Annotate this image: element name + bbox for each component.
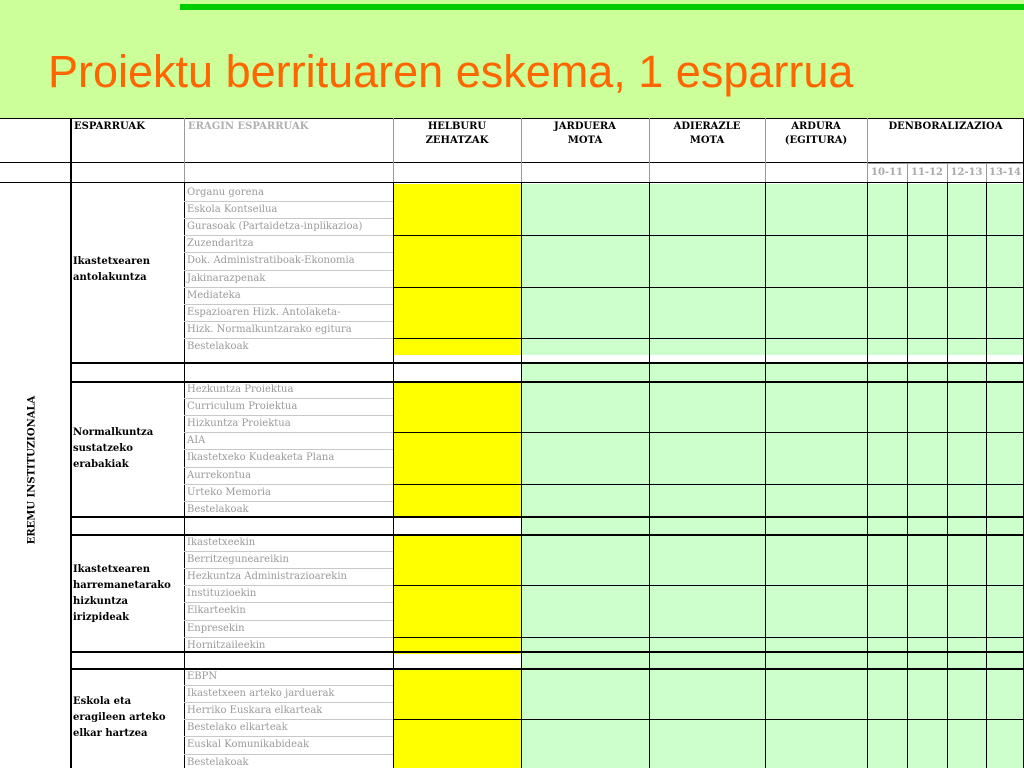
eragin-item: Espazioaren Hizk. Antolaketa- (187, 306, 341, 318)
grid-line-h (393, 432, 1024, 433)
plan-cells-g1 (521, 381, 1024, 518)
eragin-item: Ikastetxeen arteko jarduerak (187, 688, 335, 700)
header-helburu-zehatzak: HELBURU ZEHATZAK (425, 121, 489, 146)
eragin-item: Elkarteekin (187, 605, 246, 617)
eragin-item: Organu gorena (187, 187, 264, 198)
year-column-11-12: 11-12 (911, 167, 943, 178)
eremu-institutionala-label (2, 370, 62, 570)
separator-green-1 (521, 516, 1024, 534)
grid-line-h (0, 182, 1024, 183)
year-column-10-11: 10-11 (871, 167, 903, 178)
eragin-item: Hizkuntza Proiektua (187, 418, 291, 430)
eragin-item: Instituzioekin (187, 588, 257, 600)
eragin-item: Bestelakoak (187, 340, 249, 352)
separator-green-0 (521, 362, 1024, 381)
eragin-item: Aurrekontua (187, 469, 252, 481)
esparru-label: Normalkuntza sustatzeko erabakiak (73, 427, 154, 471)
plan-cells-g3 (521, 668, 1024, 768)
grid-line-v (986, 182, 987, 768)
eragin-item: Gurasoak (Partaidetza-inplikazioa) (187, 221, 363, 233)
header-esparruak: ESPARRUAK (74, 121, 145, 132)
slide-title: Proiektu berrituaren eskema, 1 esparrua (48, 46, 854, 97)
year-column-12-13: 12-13 (950, 167, 983, 178)
eragin-item: Bestelakoak (187, 756, 249, 768)
header-eragin-esparruak: ERAGIN ESPARRUAK (188, 121, 309, 132)
eragin-item: Ikastetxeko Kudeaketa Plana (187, 452, 335, 464)
grid-line-h (393, 719, 1024, 720)
eragin-item: Dok. Administratiboak-Ekonomia (187, 255, 355, 267)
eragin-item: Hornitzaileekin (187, 639, 266, 651)
grid-line-v (393, 182, 394, 768)
header-adierazle-mota: ADIERAZLE MOTA (673, 121, 741, 146)
esparru-label: Ikastetxearen harremanetarako hizkuntza irizpideak (73, 563, 171, 623)
grid-line-v (765, 182, 766, 768)
eragin-item: Hizk. Normalkuntzarako egitura (187, 323, 352, 335)
eragin-item: Curriculum Proiektua (187, 401, 298, 413)
grid-line-h (393, 484, 1024, 485)
header-denboralizazioa: DENBORALIZAZIOA (888, 121, 1003, 132)
grid-line-h (393, 637, 1024, 638)
helburu-cell-g0 (393, 184, 521, 355)
grid-line-v (907, 182, 908, 768)
plan-cells-g0 (521, 184, 1024, 355)
eragin-item: Bestelako elkarteak (187, 722, 288, 734)
year-column-13-14: 13-14 (989, 167, 1021, 178)
eragin-item: Enpresekin (187, 622, 245, 634)
eragin-item: AIA (187, 435, 206, 447)
eragin-item: Eskola Kontseilua (187, 204, 278, 216)
eragin-item: Bestelakoak (187, 503, 249, 515)
eragin-item: Euskal Komunikabideak (187, 739, 310, 751)
eragin-item: Jakinarazpenak (187, 272, 266, 284)
eragin-item: Herriko Euskara elkarteak (187, 705, 323, 717)
grid-line-h (393, 235, 1024, 236)
eragin-item: Urteko Memoria (187, 486, 272, 498)
grid-line-v (867, 182, 868, 768)
grid-line-v (521, 182, 522, 768)
eremu-label-text: EREMU INSTITUZIONALA (26, 395, 38, 545)
grid-line-h (393, 585, 1024, 586)
eragin-item: Ikastetxeekin (187, 537, 256, 548)
header-ardura: ARDURA (EGITURA) (784, 121, 848, 146)
helburu-cell-g3 (393, 668, 521, 768)
grid-line-h (393, 287, 1024, 288)
eragin-item: Hezkuntza Administrazioarekin (187, 571, 347, 583)
separator-green-2 (521, 651, 1024, 668)
grid-line-h (393, 338, 1024, 339)
esparru-label: Ikastetxearen antolakuntza (73, 255, 151, 283)
esparru-label: Eskola eta eragileen arteko elkar hartzea (73, 696, 166, 739)
eragin-item: Mediateka (187, 289, 241, 301)
helburu-cell-g1 (393, 381, 521, 518)
grid-line-h (70, 362, 1024, 364)
header-jarduera-mota: JARDUERA MOTA (554, 121, 616, 146)
eragin-item: Hezkuntza Proiektua (187, 384, 294, 395)
eragin-item: EBPN (187, 671, 218, 682)
grid-line-v (947, 182, 948, 768)
eragin-item: Berritzeguneareikin (187, 554, 289, 566)
eragin-item: Zuzendaritza (187, 238, 254, 250)
grid-line-v (649, 182, 650, 768)
